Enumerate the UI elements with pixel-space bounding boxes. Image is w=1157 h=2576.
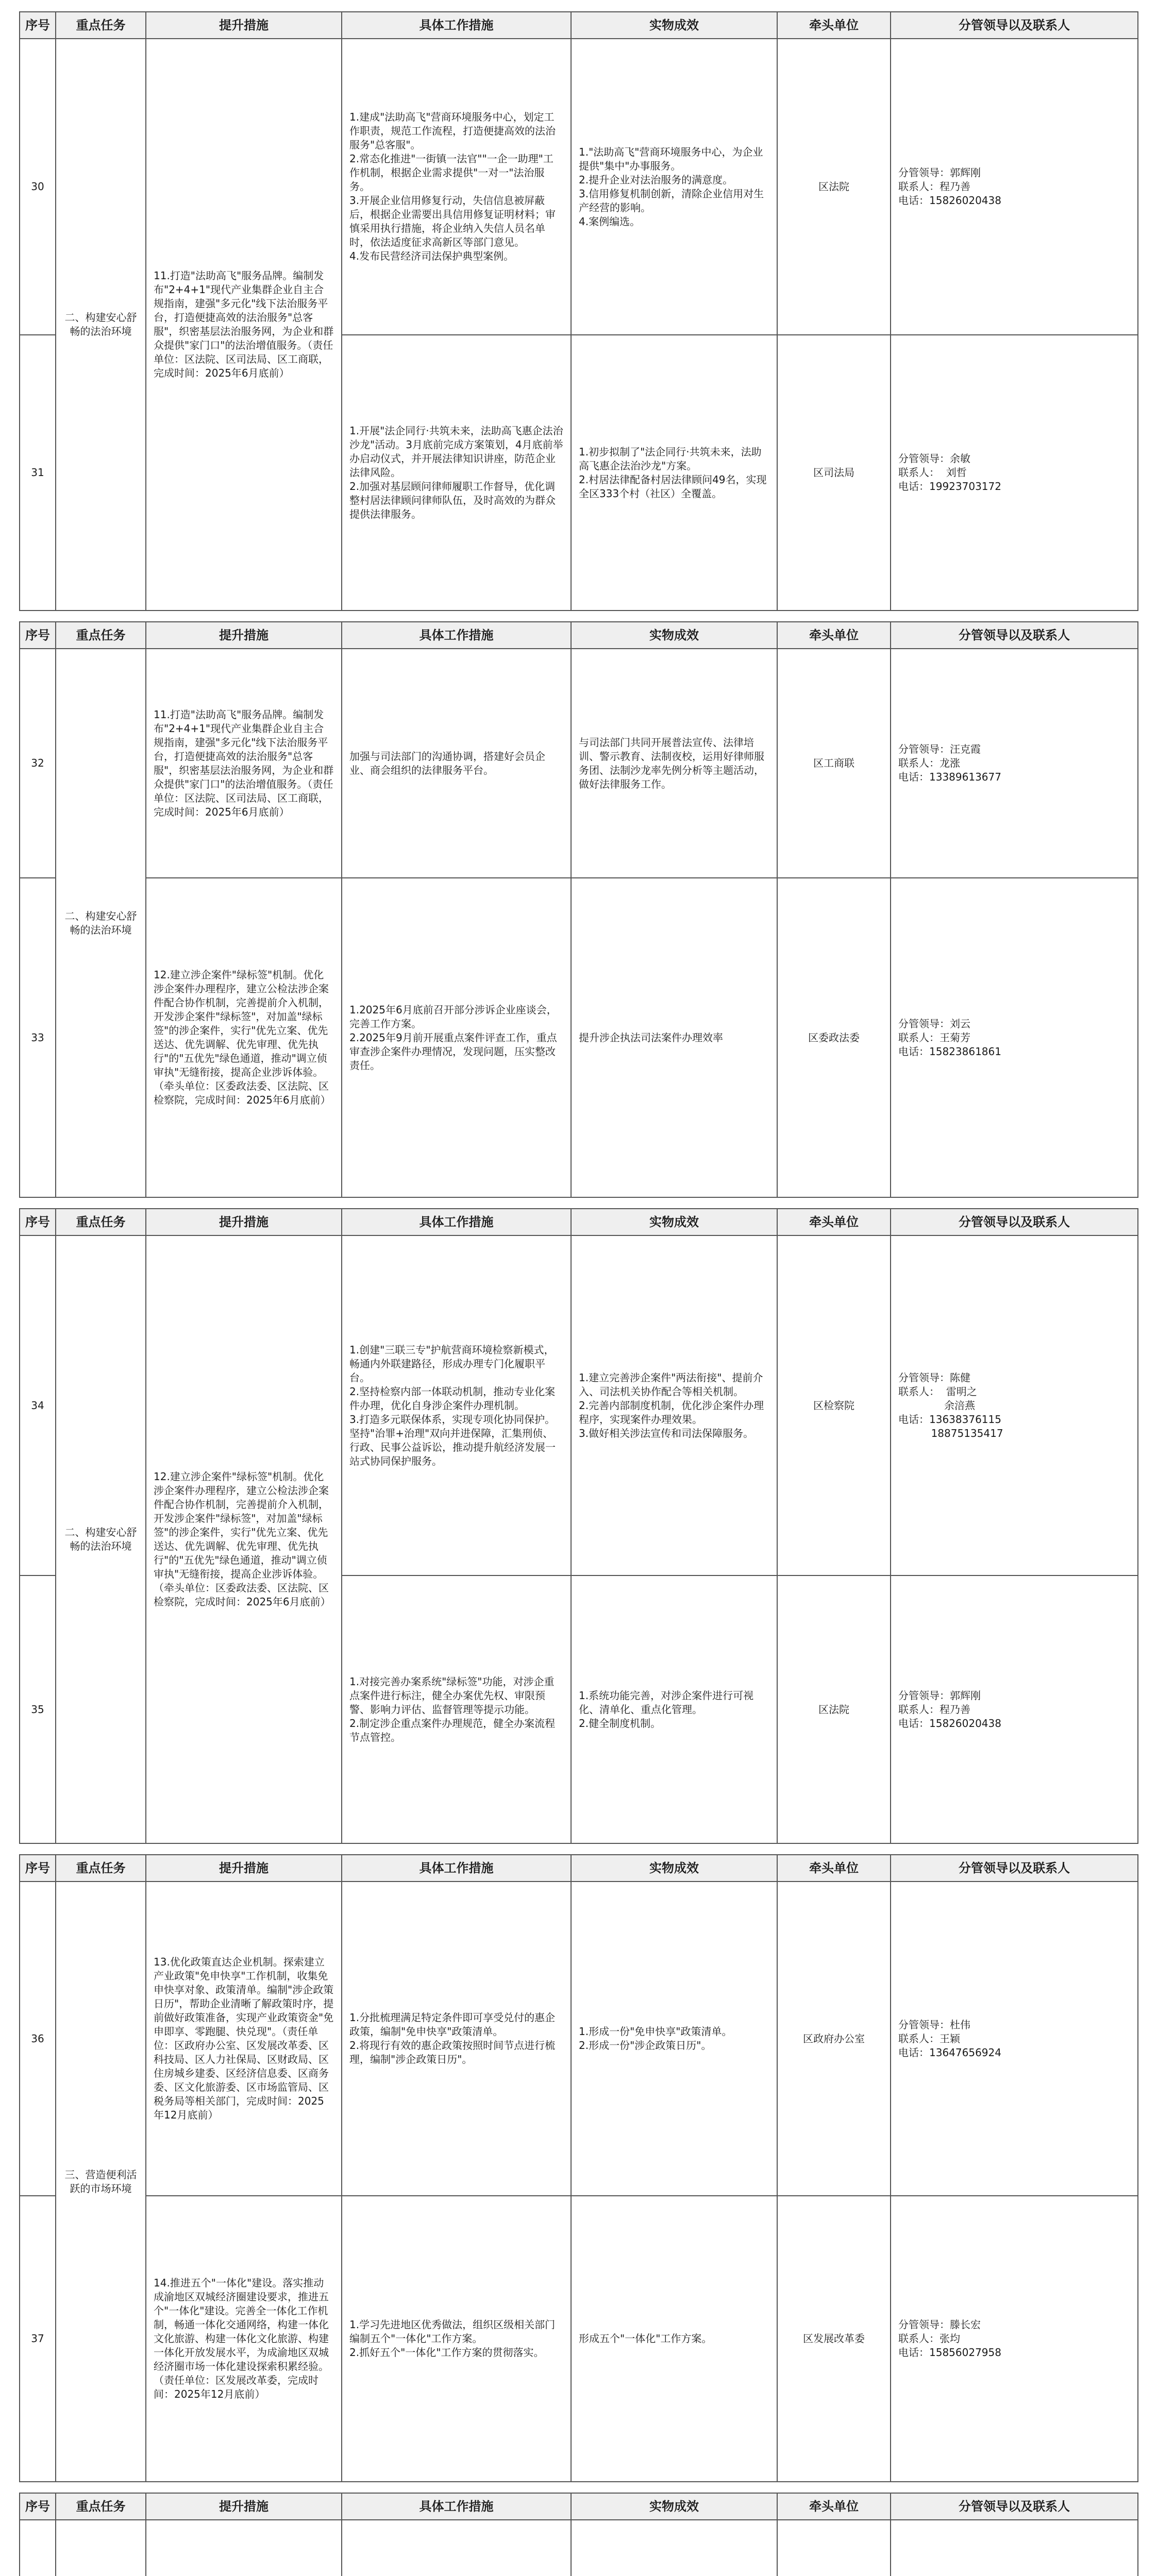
header-improvement-measure: 提升措施 [146,1855,342,1882]
row-number-cell [20,1575,56,1843]
lead-unit-cell [777,1575,891,1843]
section-gap [19,1844,1137,1854]
contact-info: 分管领导：郭辉刚 联系人：程乃善 电话：15826020438 [898,1689,1001,1730]
actual-result: 1.初步拟制了"法企同行·共筑未来，法助高飞惠企法治沙龙"方案。 2.村居法律配备村居法律顾问49名，实现全区333个村（社区）全覆盖。 [579,445,767,500]
contact-info-cell [891,1575,1138,1843]
header-key-task: 重点任务 [56,1855,146,1882]
actual-result-cell [571,1575,777,1843]
work-measure-cell [342,1575,571,1843]
actual-result: 与司法部门共同开展普法宣传、法律培训、警示教育、法制夜校，运用好律师服务团、法制沙龙率先例分析等主题活动，做好法律服务工作。 [579,736,764,790]
key-task-cell [56,1882,146,2482]
section-gap [19,611,1137,621]
actual-result-cell [571,39,777,335]
table-row [20,1882,1138,2196]
task-table-page-3 [19,1208,1138,1844]
contact-info: 分管领导：汪克霞 联系人：龙涨 电话：13389613677 [898,743,1001,783]
header-lead-unit: 牵头单位 [777,622,891,649]
header-row-number: 序号 [20,622,56,649]
lead-unit-cell [777,2196,891,2482]
work-measure: 1.建成"法助高飞"营商环境服务中心，划定工作职责，规范工作流程，打造便捷高效的法治服务"总客服"。 2.常态化推进"一街镇一法官""一企一助理"工作机制，根据企业需求提供"一对一"法治服务。 3.开展企业信用修复行动，失信信息被屏蔽后，根据企业需要出具信用修复证明材料；审慎采用执行措施，将企业纳入失信人员名单时，依法适度征求高新区等部门意见。 4.发布民营经济司法保护典型案例。 [349,111,556,262]
work-measure-cell [342,2520,571,2576]
work-measure-cell [342,1235,571,1575]
header-contact-info: 分管领导以及联系人 [891,622,1138,649]
header-contact-info: 分管领导以及联系人 [891,2493,1138,2520]
actual-result-cell [571,2196,777,2482]
table-row [20,878,1138,1197]
improvement-measure: 12.建立涉企案件"绿标签"机制。优化涉企案件办理程序，建立公检法涉企案件配合协作机制，完善提前介入机制，开发涉企案件"绿标签"，对加盖"绿标签"的涉企案件，实行"优先立案、优先送达、优先调解、优先审理、优先执行"的"五优先"绿色通道，推动"调立侦审执"无缝衔接，提高企业涉诉体验。（牵头单位：区委政法委、区法院、区检察院，完成时间：2025年6月底前） [154,1470,331,1608]
contact-info: 分管领导：郭辉刚 联系人：程乃善 电话：15826020438 [898,166,1001,207]
header-contact-info: 分管领导以及联系人 [891,12,1138,39]
contact-info: 分管领导：刘云 联系人：王菊芳 电话：15823861861 [898,1017,1001,1058]
row-number: 35 [31,1703,44,1716]
lead-unit: 区司法局 [813,466,854,479]
table-row [20,2520,1138,2576]
table-header-row [20,622,1138,649]
key-task: 二、构建安心舒畅的法治环境 [64,1526,137,1552]
lead-unit-cell [777,878,891,1197]
header-key-task: 重点任务 [56,2493,146,2520]
table-header-row [20,1209,1138,1235]
work-measure: 1.2025年6月底前召开部分涉诉企业座谈会，完善工作方案。 2.2025年9月前开展重点案件评查工作，重点审查涉企案件办理情况，发现问题，压实整改责任。 [349,1003,557,1072]
key-task-cell [56,649,146,1197]
task-table-page-1 [19,11,1138,611]
work-measure-cell [342,878,571,1197]
header-contact-info: 分管领导以及联系人 [891,1209,1138,1235]
row-number: 36 [31,2032,44,2045]
actual-result: 形成五个"一体化"工作方案。 [579,2332,712,2345]
header-work-measure: 具体工作措施 [342,1855,571,1882]
actual-result-cell [571,1882,777,2196]
work-measure: 加强与司法部门的沟通协调，搭建好会员企业、商会组织的法律服务平台。 [349,750,545,776]
lead-unit-cell [777,39,891,335]
lead-unit: 区工商联 [813,757,854,769]
section-gap [19,2482,1137,2493]
improvement-measure: 14.推进五个"一体化"建设。落实推动成渝地区双城经济圈建设要求，推进五个"一体化"建设。完善全一体化工作机制，畅通一体化交通网络，构建一体化文化旅游、构建一体化文化旅游、构建一体化开放发展水平，为成渝地区双城经济圈市场一体化建设探索积累经验。（责任单位：区发展改革委，完成时间：2025年12月底前） [154,2277,329,2400]
task-table-page-5 [19,2493,1138,2576]
actual-result: 1.系统功能完善，对涉企案件进行可视化、清单化、重点化管理。 2.健全制度机制。 [579,1689,754,1730]
row-number-cell [20,335,56,611]
section-gap [19,1198,1137,1208]
header-work-measure: 具体工作措施 [342,12,571,39]
improvement-measure-cell [146,39,342,611]
header-actual-result: 实物成效 [571,12,777,39]
contact-info-cell [891,335,1138,611]
task-table-page-2 [19,621,1138,1198]
header-key-task: 重点任务 [56,1209,146,1235]
lead-unit-cell [777,1882,891,2196]
actual-result: 1."法助高飞"营商环境服务中心，为企业提供"集中"办事服务。 2.提升企业对法治服务的满意度。 3.信用修复机制创新，清除企业信用对生产经营的影响。 4.案例编选。 [579,145,764,228]
header-lead-unit: 牵头单位 [777,1209,891,1235]
row-number: 32 [31,757,44,769]
improvement-measure-cell [146,1235,342,1843]
lead-unit-cell [777,2520,891,2576]
contact-info: 分管领导：陈健 联系人： 雷明之 余涪燕 电话：13638376115 18875135417 [898,1371,1003,1439]
header-work-measure: 具体工作措施 [342,1209,571,1235]
work-measure: 1.分批梳理满足特定条件即可享受兑付的惠企政策，编制"免申快享"政策清单。 2.将现行有效的惠企政策按照时间节点进行梳理，编制"涉企政策日历"。 [349,2011,556,2065]
table-row [20,649,1138,878]
improvement-measure-cell [146,878,342,1197]
key-task-cell [56,2520,146,2576]
improvement-measure-cell [146,649,342,878]
work-measure-cell [342,649,571,878]
row-number-cell [20,1882,56,2196]
header-improvement-measure: 提升措施 [146,12,342,39]
contact-info-cell [891,649,1138,878]
row-number: 31 [31,466,44,479]
row-number: 37 [31,2332,44,2345]
contact-info-cell [891,39,1138,335]
header-actual-result: 实物成效 [571,1855,777,1882]
work-measure-cell [342,2196,571,2482]
work-measure: 1.创建"三联三专"护航营商环境检察新模式，畅通内外联建路径，形成办理专门化履职平台。 2.坚持检察内部一体联动机制，推动专业化案件办理，优化自身涉企案件办理机制。 3.打造多元联保体系，实现专项化协同保护。坚持"治罪+治理"双向并进保障，汇集刑侦、行政、民事公益诉讼，推动提升航经济发展一站式协同保护服务。 [349,1343,556,1467]
lead-unit: 区检察院 [813,1399,854,1412]
row-number: 33 [31,1031,44,1044]
improvement-measure-cell [146,2520,342,2576]
work-measure-cell [342,335,571,611]
work-measure-cell [342,1882,571,2196]
improvement-measure: 11.打造"法助高飞"服务品牌。编制发布"2+4+1"现代产业集群企业自主合规指南，建强"多元化"线下法治服务平台，打造便捷高效的法治服务"总客服"，织密基层法治服务网，为企业和群众提供"家门口"的法治增值服务。（责任单位：区法院、区司法局、区工商联，完成时间：2025年6月底前） [154,269,334,379]
actual-result-cell [571,2520,777,2576]
contact-info-cell [891,1235,1138,1575]
actual-result-cell [571,335,777,611]
lead-unit: 区政府办公室 [803,2032,865,2045]
header-key-task: 重点任务 [56,622,146,649]
lead-unit-cell [777,335,891,611]
header-row-number: 序号 [20,1855,56,1882]
work-measure: 1.开展"法企同行·共筑未来，法助高飞惠企法治沙龙"活动。3月底前完成方案策划，4月底前举办启动仪式，并开展法律知识讲座，防范企业法律风险。 2.加强对基层顾问律师履职工作督导，优化调整村居法律顾问律师队伍，及时高效的为群众提供法律服务。 [349,425,563,520]
row-number-cell [20,2196,56,2482]
actual-result-cell [571,649,777,878]
improvement-measure-cell [146,1882,342,2196]
table-header-row [20,2493,1138,2520]
improvement-measure-cell [146,2196,342,2482]
actual-result-cell [571,878,777,1197]
contact-info-cell [891,2196,1138,2482]
row-number-cell [20,878,56,1197]
key-task: 二、构建安心舒畅的法治环境 [64,909,137,936]
header-actual-result: 实物成效 [571,1209,777,1235]
header-improvement-measure: 提升措施 [146,622,342,649]
work-measure: 1.学习先进地区优秀做法，组织区级相关部门编制五个"一体化"工作方案。 2.抓好五个"一体化"工作方案的贯彻落实。 [349,2318,556,2359]
document [19,11,1137,2576]
header-lead-unit: 牵头单位 [777,1855,891,1882]
actual-result: 1.建立完善涉企案件"两法衔接"、提前介入、司法机关协作配合等相关机制。 2.完善内部制度机制，优化涉企案件办理程序，实现案件办理效果。 3.做好相关涉法宣传和司法保障服务。 [579,1371,764,1439]
task-table-page-4 [19,1854,1138,2482]
improvement-measure: 13.优化政策直达企业机制。探索建立产业政策"免申快享"工作机制，收集免申快享对象、政策清单。编制"涉企政策日历"，帮助企业清晰了解政策时序，提前做好政策准备，实现产业政策资金"免申即享、零跑腿、快兑现"。（责任单位：区政府办公室、区发展改革委、区科技局、区人力社保局、区财政局、区住房城乡建委、区经济信息委、区商务委、区文化旅游委、区市场监管局、区税务局等相关部门，完成时间：2025年12月底前） [154,1956,334,2121]
improvement-measure: 12.建立涉企案件"绿标签"机制。优化涉企案件办理程序，建立公检法涉企案件配合协作机制，完善提前介入机制，开发涉企案件"绿标签"，对加盖"绿标签"的涉企案件，实行"优先立案、优先送达、优先调解、优先审理、优先执行"的"五优先"绿色通道，推动"调立侦审执"无缝衔接，提高企业涉诉体验。（牵头单位：区委政法委、区法院、区检察院，完成时间：2025年6月底前） [154,969,331,1106]
table-row [20,1235,1138,1575]
table-row [20,39,1138,335]
improvement-measure: 11.打造"法助高飞"服务品牌。编制发布"2+4+1"现代产业集群企业自主合规指南，建强"多元化"线下法治服务平台，打造便捷高效的法治服务"总客服"，织密基层法治服务网，为企业和群众提供"家门口"的法治增值服务。（责任单位：区法院、区司法局、区工商联，完成时间：2025年6月底前） [154,708,334,818]
header-row-number: 序号 [20,1209,56,1235]
table-row [20,2196,1138,2482]
key-task: 三、营造便利活跃的市场环境 [64,2168,137,2195]
contact-info: 分管领导：余敏 联系人： 刘哲 电话：19923703172 [898,452,1001,493]
row-number-cell [20,39,56,335]
contact-info-cell [891,1882,1138,2196]
row-number-cell [20,1235,56,1575]
table-header-row [20,12,1138,39]
header-improvement-measure: 提升措施 [146,2493,342,2520]
row-number: 30 [31,180,44,193]
row-number-cell [20,649,56,878]
row-number: 34 [31,1399,44,1412]
lead-unit: 区委政法委 [808,1031,860,1044]
header-lead-unit: 牵头单位 [777,2493,891,2520]
header-lead-unit: 牵头单位 [777,12,891,39]
lead-unit: 区法院 [818,1703,849,1716]
key-task-cell [56,1235,146,1843]
table-header-row [20,1855,1138,1882]
header-work-measure: 具体工作措施 [342,622,571,649]
row-number-cell [20,2520,56,2576]
work-measure: 1.对接完善办案系统"绿标签"功能，对涉企重点案件进行标注，健全办案优先权、审限预警、影响力评估、监督管理等提示功能。 2.制定涉企重点案件办理规范，健全办案流程节点管控。 [349,1675,556,1743]
contact-info: 分管领导：杜伟 联系人：王颖 电话：13647656924 [898,2018,1001,2059]
header-row-number: 序号 [20,12,56,39]
header-actual-result: 实物成效 [571,622,777,649]
header-improvement-measure: 提升措施 [146,1209,342,1235]
header-actual-result: 实物成效 [571,2493,777,2520]
key-task-cell [56,39,146,611]
lead-unit-cell [777,649,891,878]
header-work-measure: 具体工作措施 [342,2493,571,2520]
lead-unit-cell [777,1235,891,1575]
actual-result: 提升涉企执法司法案件办理效率 [579,1031,723,1044]
header-row-number: 序号 [20,2493,56,2520]
header-contact-info: 分管领导以及联系人 [891,1855,1138,1882]
header-key-task: 重点任务 [56,12,146,39]
contact-info-cell [891,2520,1138,2576]
actual-result-cell [571,1235,777,1575]
lead-unit: 区法院 [818,180,849,193]
actual-result: 1.形成一份"免申快享"政策清单。 2.形成一份"涉企政策日历"。 [579,2025,732,2052]
work-measure-cell [342,39,571,335]
contact-info-cell [891,878,1138,1197]
lead-unit: 区发展改革委 [803,2332,865,2345]
key-task: 二、构建安心舒畅的法治环境 [64,311,137,337]
contact-info: 分管领导：滕长宏 联系人：张均 电话：15856027958 [898,2318,1001,2359]
